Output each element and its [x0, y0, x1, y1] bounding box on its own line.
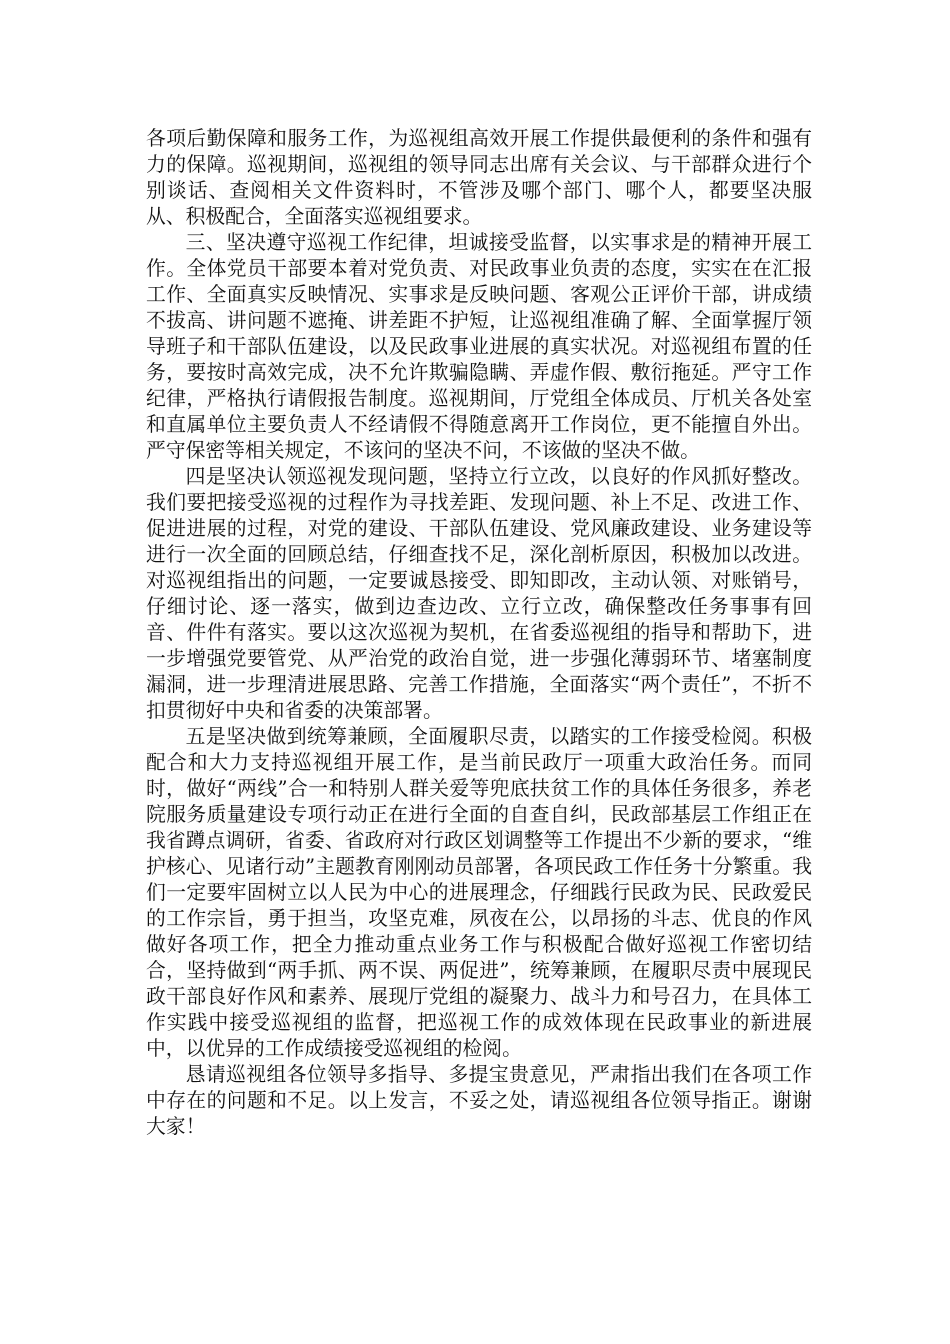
- paragraph-coordination: 五是坚决做到统筹兼顾，全面履职尽责，以踏实的工作接受检阅。积极配合和大力支持巡视组开展工作，是当前民政厅一项重大政治任务。而同时，做好“两线”合一和特别人群关爱等兜底扶贫工作的具体任务很多，养老院服务质量建设专项行动正在进行全面的自查自纠，民政部基层工作组正在我省蹲点调研，省委、省政府对行政区划调整等工作提出不少新的要求，“维护核心、见诸行动”主题教育刚刚动员部署，各项民政工作任务十分繁重。我们一定要牢固树立以人民为中心的进展理念，仔细践行民政为民、民政爱民的工作宗旨，勇于担当，攻坚克难，夙夜在公，以昂扬的斗志、优良的作风做好各项工作，把全力推动重点业务工作与积极配合做好巡视工作密切结合，坚持做到“两手抓、两不误、两促进”，统筹兼顾，在履职尽责中展现民政干部良好作风和素养、展现厅党组的凝聚力、战斗力和号召力，在具体工作实践中接受巡视组的监督，把巡视工作的成效体现在民政事业的新进展中，以优异的工作成绩接受巡视组的检阅。: [146, 725, 812, 1060]
- document-body: [146, 126, 812, 1140]
- paragraph-closing: 恳请巡视组各位领导多指导、多提宝贵意见，严肃指出我们在各项工作中存在的问题和不足。以上发言，不妥之处，请巡视组各位领导指正。谢谢大家！: [146, 1063, 812, 1138]
- paragraph-continuation: 各项后勤保障和服务工作，为巡视组高效开展工作提供最便利的条件和强有力的保障。巡视期间，巡视组的领导同志出席有关会议、与干部群众进行个别谈话、查阅相关文件资料时，不管涉及哪个部门、哪个人，都要坚决服从、积极配合，全面落实巡视组要求。: [146, 127, 812, 228]
- paragraph-rectification: 四是坚决认领巡视发现问题，坚持立行立改，以良好的作风抓好整改。我们要把接受巡视的过程作为寻找差距、发现问题、补上不足、改进工作、促进进展的过程，对党的建设、干部队伍建设、党风廉政建设、业务建设等进行一次全面的回顾总结，仔细查找不足，深化剖析原因，积极加以改进。对巡视组指出的问题，一定要诚恳接受、即知即改，主动认领、对账销号，仔细讨论、逐一落实，做到边查边改、立行立改，确保整改任务事事有回音、件件有落实。要以这次巡视为契机，在省委巡视组的指导和帮助下，进一步增强党要管党、从严治党的政治自觉，进一步强化薄弱环节、堵塞制度漏洞，进一步理清进展思路、完善工作措施，全面落实“两个责任”，不折不扣贯彻好中央和省委的决策部署。: [146, 465, 812, 722]
- paragraph-discipline: 三、坚决遵守巡视工作纪律，坦诚接受监督，以实事求是的精神开展工作。全体党员干部要本着对党负责、对民政事业负责的态度，实实在在汇报工作、全面真实反映情况、实事求是反映问题、客观公正评价干部，讲成绩不拔高、讲问题不遮掩、讲差距不护短，让巡视组准确了解、全面掌握厅领导班子和干部队伍建设，以及民政事业进展的真实状况。对巡视组布置的任务，要按时高效完成，决不允许欺骗隐瞒、弄虚作假、敷衍拖延。严守工作纪律，严格执行请假报告制度。巡视期间，厅党组全体成员、厅机关各处室和直属单位主要负责人不经请假不得随意离开工作岗位，更不能擅自外出。严守保密等相关规定，不该问的坚决不问，不该做的坚决不做。: [146, 231, 812, 462]
